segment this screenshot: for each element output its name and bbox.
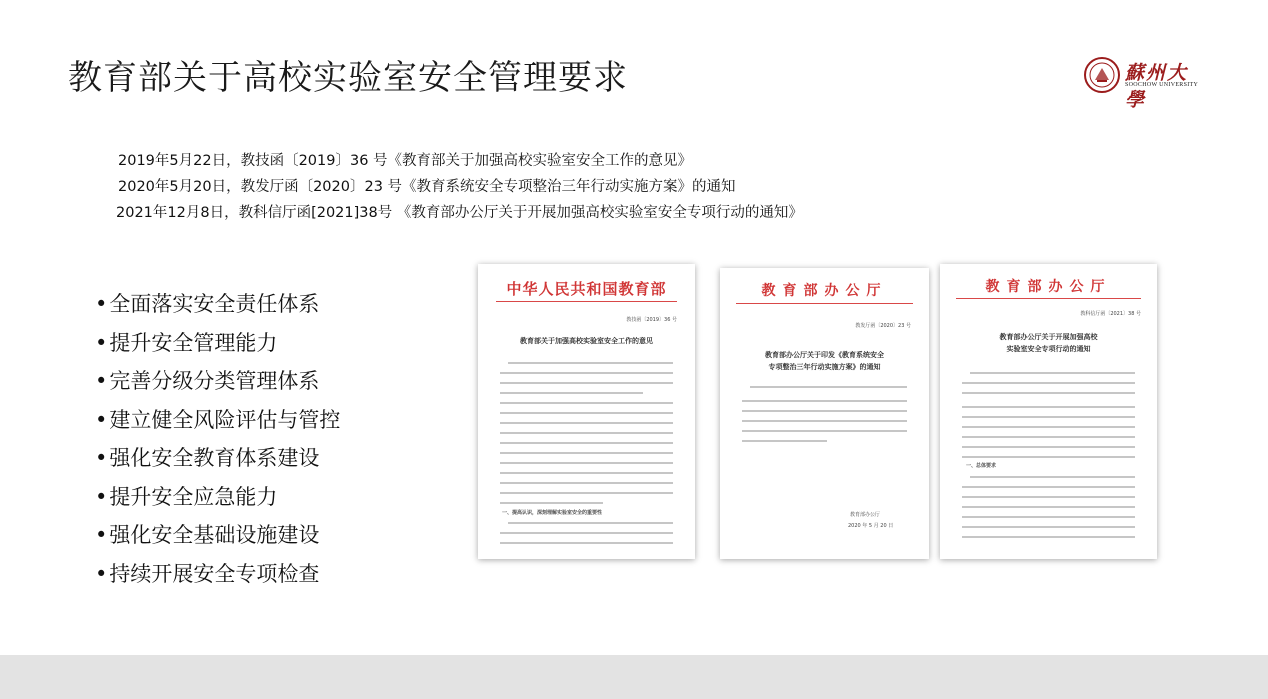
document-text-line bbox=[742, 420, 907, 422]
policy-references bbox=[118, 148, 803, 226]
document-text-line bbox=[962, 426, 1135, 428]
document-text-line bbox=[500, 382, 673, 384]
requirement-item: • 提升安全管理能力 bbox=[95, 324, 340, 363]
document-text-line bbox=[508, 362, 673, 364]
requirement-item: • 强化安全基础设施建设 bbox=[95, 516, 340, 555]
requirements-list bbox=[95, 285, 340, 593]
document-text-line bbox=[500, 402, 673, 404]
document-rule bbox=[956, 298, 1141, 299]
document-text-line bbox=[500, 502, 603, 504]
document-subject: 教育部关于加强高校实验室安全工作的意见 bbox=[520, 337, 653, 345]
document-text-line bbox=[500, 412, 673, 414]
bottom-bar bbox=[0, 655, 1268, 699]
document-text-line bbox=[508, 522, 673, 524]
document-text-line bbox=[962, 486, 1135, 488]
document-text-line bbox=[962, 436, 1135, 438]
university-name: 蘇州大學 bbox=[1125, 62, 1189, 111]
document-text-line bbox=[500, 432, 673, 434]
document-text-line bbox=[962, 406, 1135, 408]
university-seal-icon bbox=[1083, 56, 1121, 94]
document-number: 教发厅函〔2020〕23 号 bbox=[855, 323, 911, 329]
document-image-2021 bbox=[940, 264, 1157, 559]
requirement-item: • 全面落实安全责任体系 bbox=[95, 285, 340, 324]
document-header: 教育部办公厅 bbox=[761, 283, 888, 299]
document-text-line bbox=[500, 462, 673, 464]
requirement-item: • 提升安全应急能力 bbox=[95, 478, 340, 517]
document-text-line bbox=[962, 416, 1135, 418]
document-text-line bbox=[500, 392, 643, 394]
document-number: 教科信厅函〔2021〕38 号 bbox=[1080, 311, 1141, 317]
document-text-line bbox=[962, 516, 1135, 518]
requirement-item: • 建立健全风险评估与管控 bbox=[95, 401, 340, 440]
document-text-line bbox=[742, 440, 827, 442]
document-text-line bbox=[500, 482, 673, 484]
document-subject: 实验室安全专项行动的通知 bbox=[1006, 345, 1091, 353]
document-number: 教技函〔2019〕36 号 bbox=[626, 317, 677, 323]
document-text-line bbox=[962, 496, 1135, 498]
document-header: 教育部办公厅 bbox=[985, 279, 1112, 295]
document-text-line bbox=[500, 472, 673, 474]
page-title: 教育部关于高校实验室安全管理要求 bbox=[68, 58, 628, 98]
document-text-line bbox=[962, 506, 1135, 508]
document-section-heading: 一、提高认识，深刻理解实验室安全的重要性 bbox=[502, 510, 603, 516]
document-subject: 教育部办公厅关于开展加强高校 bbox=[999, 333, 1098, 341]
university-name-english: SOOCHOW UNIVERSITY bbox=[1125, 82, 1199, 88]
document-header: 中华人民共和国教育部 bbox=[506, 280, 667, 298]
document-section-heading: 一、总体要求 bbox=[966, 463, 997, 469]
document-text-line bbox=[500, 532, 673, 534]
document-text-line bbox=[962, 446, 1135, 448]
document-text-line bbox=[742, 430, 907, 432]
document-date: 2020 年 5 月 20 日 bbox=[848, 523, 894, 529]
requirement-item: • 持续开展安全专项检查 bbox=[95, 555, 340, 594]
university-logo bbox=[1083, 56, 1203, 111]
requirement-item: • 完善分级分类管理体系 bbox=[95, 362, 340, 401]
document-text-line bbox=[750, 386, 907, 388]
requirement-item: • 强化安全教育体系建设 bbox=[95, 439, 340, 478]
document-text-line bbox=[500, 372, 673, 374]
document-subject: 教育部办公厅关于印发《教育系统安全 bbox=[765, 351, 884, 359]
document-signer: 教育部办公厅 bbox=[850, 512, 881, 518]
document-image-2019 bbox=[478, 264, 695, 559]
document-text-line bbox=[742, 400, 907, 402]
document-image-2020 bbox=[720, 268, 929, 559]
document-text-line bbox=[500, 452, 673, 454]
policy-reference: 2020年5月20日，教发厅函〔2020〕23 号《教育系统安全专项整治三年行动实施方案》的通知 bbox=[118, 179, 736, 195]
document-text-line bbox=[742, 410, 907, 412]
document-text-line bbox=[962, 526, 1135, 528]
document-rule bbox=[496, 301, 677, 302]
document-text-line bbox=[970, 476, 1135, 478]
document-rule bbox=[736, 303, 913, 304]
document-text-line bbox=[500, 422, 673, 424]
document-text-line bbox=[962, 456, 1135, 458]
document-text-line bbox=[970, 372, 1135, 374]
document-text-line bbox=[500, 542, 673, 544]
policy-reference: 2019年5月22日，教技函〔2019〕36 号《教育部关于加强高校实验室安全工作的意见》 bbox=[118, 153, 693, 169]
policy-reference: 2021年12月8日，教科信厅函[2021]38号 《教育部办公厅关于开展加强高校实验室安全专项行动的通知》 bbox=[116, 205, 803, 221]
document-subject: 专项整治三年行动实施方案》的通知 bbox=[768, 363, 881, 371]
document-text-line bbox=[962, 382, 1135, 384]
document-text-line bbox=[962, 392, 1135, 394]
document-text-line bbox=[500, 492, 673, 494]
document-text-line bbox=[962, 536, 1135, 538]
document-text-line bbox=[500, 442, 673, 444]
